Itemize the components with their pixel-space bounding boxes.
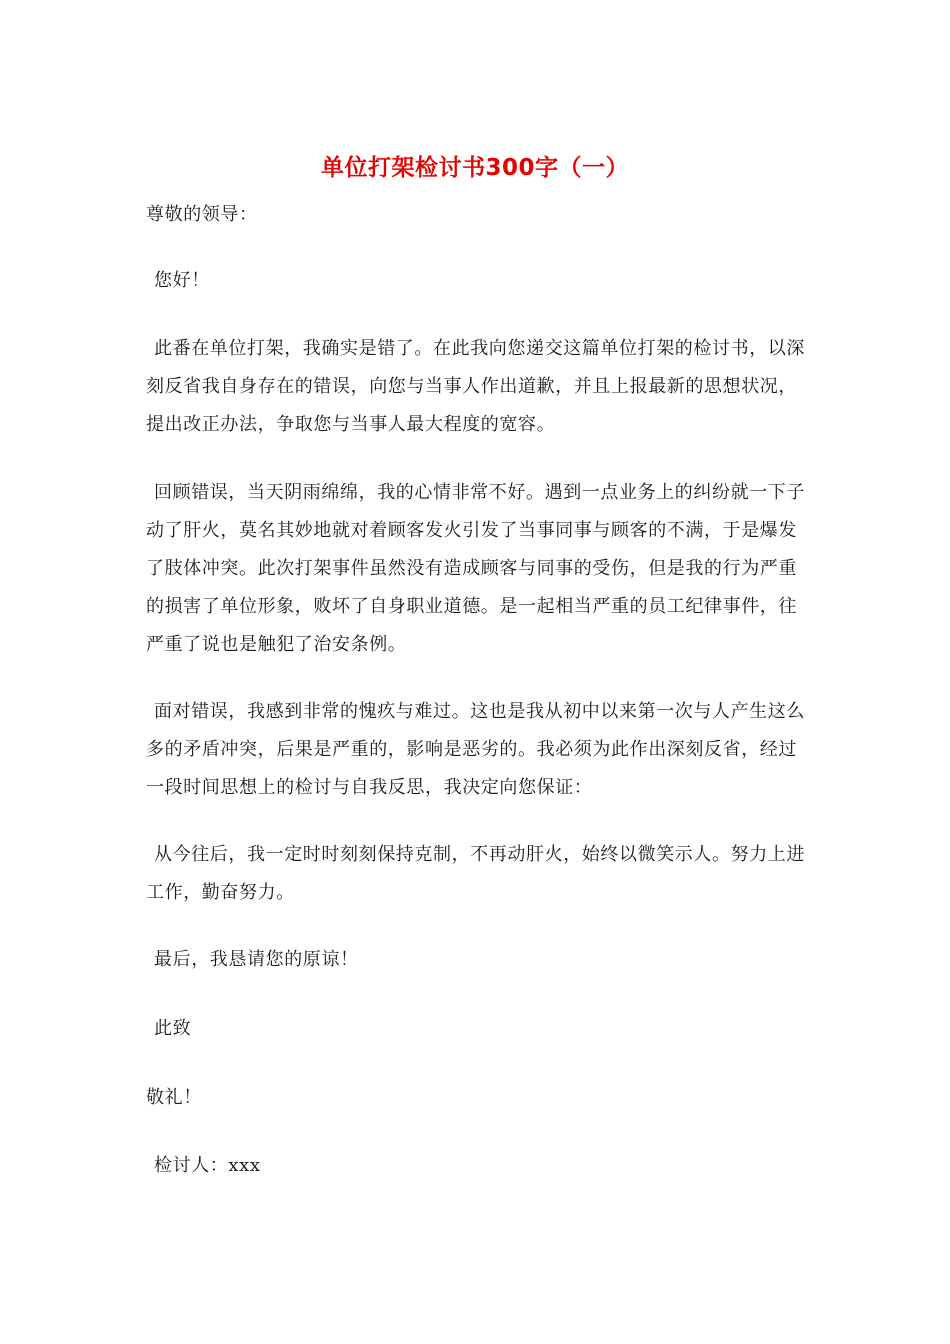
paragraph-4-text: 从今往后，我一定时时刻刻保持克制，不再动肝火，始终以微笑示人。努力上进工作，勤奋努力。 [146,844,805,903]
paragraph-text [146,836,812,912]
paragraph-2-text: 回顾错误，当天阴雨绵绵，我的心情非常不好。遇到一点业务上的纠纷就一下子动了肝火，莫名其妙地就对着顾客发火引发了当事同事与顾客的不满，于是爆发了肢体冲突。此次打架事件虽然没有造成顾客与同事的受伤，但是我的行为严重的损害了单位形象，败坏了自身职业道德。是一起相当严重的员工纪律事件，往严重了说也是触犯了治安条例。 [146,482,805,655]
closing-request-text: 最后，我恳请您的原谅！ [154,949,359,970]
signature-text: 检讨人：xxx [154,1155,261,1176]
paragraph-1-text: 此番在单位打架，我确实是错了。在此我向您递交这篇单位打架的检讨书，以深刻反省我自身存在的错误，向您与当事人作出道歉，并且上报最新的思想状况，提出改正办法，争取您与当事人最大程度的宽容。 [146,338,805,435]
greeting [146,262,820,300]
paragraph-text [146,474,812,664]
signature [146,1147,820,1185]
salutation [146,196,812,234]
paragraph-text [146,330,812,444]
paragraph-3 [146,693,812,807]
closing-2 [146,1079,812,1117]
closing-request [146,941,820,979]
document-title: 单位打架检讨书300字（一） [320,155,629,181]
salutation-text: 尊敬的领导： [146,204,258,225]
paragraph-1 [146,330,812,444]
closing-1-text: 此致 [154,1018,192,1039]
closing-1 [146,1010,820,1048]
paragraph-3-text: 面对错误，我感到非常的愧疚与难过。这也是我从初中以来第一次与人产生这么多的矛盾冲突，后果是严重的，影响是恶劣的。我必须为此作出深刻反省，经过一段时间思想上的检讨与自我反思，我决定向您保证： [146,701,805,798]
paragraph-2 [146,474,812,664]
paragraph-text [146,693,812,807]
closing-2-text: 敬礼！ [146,1087,202,1108]
greeting-text: 您好！ [154,270,210,291]
paragraph-4 [146,836,812,912]
